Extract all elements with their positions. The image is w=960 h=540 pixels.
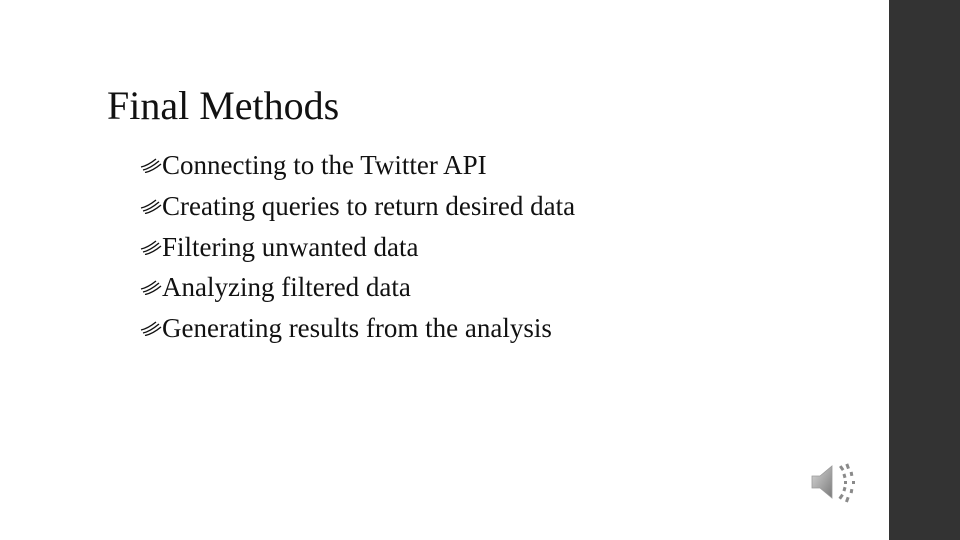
swoosh-bullet-icon: [140, 239, 162, 255]
sidebar-panel: [889, 0, 960, 540]
bullet-list: [140, 145, 575, 348]
slide-title: Final Methods: [107, 83, 340, 128]
bullet-item: [140, 308, 575, 349]
swoosh-bullet-icon: [140, 320, 162, 336]
swoosh-bullet-icon: [140, 279, 162, 295]
bullet-item: [140, 226, 575, 267]
bullet-text: Connecting to the Twitter API: [162, 150, 487, 181]
bullet-item: [140, 186, 575, 227]
bullet-text: Filtering unwanted data: [162, 231, 419, 262]
bullet-text: Analyzing filtered data: [162, 272, 411, 303]
swoosh-bullet-icon: [140, 198, 162, 214]
bullet-item: [140, 145, 575, 186]
bullet-item: [140, 267, 575, 308]
bullet-text: Creating queries to return desired data: [162, 191, 576, 222]
swoosh-bullet-icon: [140, 157, 162, 173]
bullet-text: Generating results from the analysis: [162, 313, 552, 344]
speaker-icon[interactable]: [806, 456, 862, 508]
